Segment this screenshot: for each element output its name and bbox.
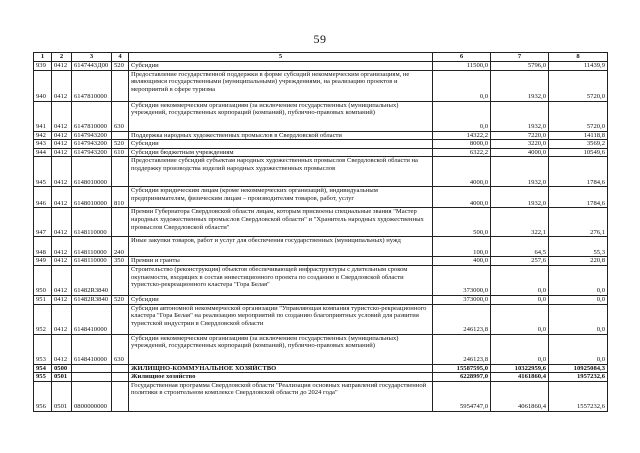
amount-col-7: 1932,0 [491,70,549,101]
amount-col-8: 1957232,6 [549,373,608,382]
amount-col-8: 10925084,3 [549,364,608,373]
table-row [34,334,608,364]
amount-col-6: 373000,0 [433,265,491,295]
target-article-code: 6147810000 [72,70,112,101]
page-number: 59 [313,32,327,46]
target-article-code: 6147443Д00 [72,62,112,71]
amount-col-6: 14322,2 [433,131,491,140]
amount-col-8: 11439,9 [549,62,608,71]
amount-col-7: 3220,0 [491,140,549,149]
row-number: 947 [34,208,52,237]
table-row [34,373,608,382]
target-article-code: 6148010000 [72,187,112,208]
row-number: 952 [34,304,52,334]
amount-col-7: 4061860,4 [491,381,549,411]
item-name: Государственная программа Свердловской области "Реализация основных направлений государственной политики в строительном комплексе Свердловской области до 2024 года" [129,381,433,411]
row-number: 950 [34,265,52,295]
amount-col-8: 1784,6 [549,157,608,187]
expense-type-code: 520 [112,140,129,149]
expense-type-code [112,208,129,237]
amount-col-7: 0,0 [491,334,549,364]
amount-col-6: 500,0 [433,208,491,237]
section-code: 0500 [52,364,72,373]
budget-table [33,52,608,412]
item-name: Субсидии бюджетным учреждениям [129,148,433,157]
table-row [34,295,608,304]
amount-col-7: 1932,0 [491,187,549,208]
amount-col-8: 3569,2 [549,140,608,149]
expense-type-code [112,304,129,334]
amount-col-7: 1932,0 [491,157,549,187]
section-code: 0412 [52,257,72,266]
expense-type-code: 350 [112,257,129,266]
expense-type-code: 240 [112,237,129,257]
amount-col-7: 0,0 [491,265,549,295]
section-code: 0412 [52,265,72,295]
amount-col-6: 246123,8 [433,334,491,364]
amount-col-8: 0,0 [549,304,608,334]
target-article-code: 6148110000 [72,237,112,257]
section-code: 0412 [52,334,72,364]
expense-type-code: 810 [112,187,129,208]
row-number: 943 [34,140,52,149]
table-row [34,62,608,71]
section-code: 0412 [52,187,72,208]
item-name: Строительство (реконструкция) объектов обеспечивающей инфраструктуры с длительным сроком окупаемости, входящих в состав инвестиционного проекта по созданию в Свердловской области туристско-рекреационного кластера "Гора Белая" [129,265,433,295]
item-name: Поддержка народных художественных промыслов в Свердловской области [129,131,433,140]
amount-col-8: 1557232,6 [549,381,608,411]
row-number: 942 [34,131,52,140]
section-code: 0501 [52,381,72,411]
amount-col-6: 6322,2 [433,148,491,157]
expense-type-code [112,265,129,295]
amount-col-8: 14118,8 [549,131,608,140]
table-row [34,265,608,295]
item-name: Субсидии некоммерческим организациям (за исключением государственных (муниципальных) учреждений, государственных корпораций (компаний), публично-правовых компаний) [129,334,433,364]
item-name: Субсидии [129,295,433,304]
section-code: 0412 [52,70,72,101]
row-number: 953 [34,334,52,364]
amount-col-7: 7220,0 [491,131,549,140]
target-article-code: 0800000000 [72,381,112,411]
item-name: Субсидия автономной некоммерческой организации "Управляющая компания туристско-рекреационного кластера "Гора Белая" на реализацию мероприятий по созданию благоприятных условий для развития туристской индустрии в Свердловской области [129,304,433,334]
table-row [34,257,608,266]
target-article-code [72,364,112,373]
item-name: Субсидии некоммерческим организациям (за исключением государственных (муниципальных) учреждений, государственных корпораций (компаний), публично-правовых компаний) [129,101,433,131]
section-code: 0412 [52,62,72,71]
amount-col-8: 55,3 [549,237,608,257]
expense-type-code: 630 [112,101,129,131]
amount-col-6: 400,0 [433,257,491,266]
amount-col-6: 0,0 [433,101,491,131]
amount-col-6: 11500,0 [433,62,491,71]
expense-type-code: 610 [112,148,129,157]
table-row [34,187,608,208]
column-header: 1 [34,53,52,62]
amount-col-6: 0,0 [433,70,491,101]
row-number: 941 [34,101,52,131]
expense-type-code [112,157,129,187]
amount-col-8: 0,0 [549,295,608,304]
section-code: 0412 [52,295,72,304]
section-code: 0412 [52,208,72,237]
amount-col-7: 4161860,4 [491,373,549,382]
amount-col-8: 5720,0 [549,101,608,131]
target-article-code [72,373,112,382]
column-header: 3 [72,53,112,62]
amount-col-7: 257,6 [491,257,549,266]
amount-col-6: 4000,0 [433,187,491,208]
table-row [34,140,608,149]
table-row [34,148,608,157]
column-header: 6 [433,53,491,62]
table-row [34,157,608,187]
item-name: Предоставление государственной поддержки в форме субсидий некоммерческим организациям, не являющимся государственными (муниципальными) учреждениями, на реализацию проектов и мероприятий в сфере туризма [129,70,433,101]
amount-col-7: 322,1 [491,208,549,237]
expense-type-code [112,70,129,101]
table-row [34,381,608,411]
target-article-code: 6147943200 [72,140,112,149]
section-code: 0412 [52,101,72,131]
row-number: 948 [34,237,52,257]
section-code: 0412 [52,304,72,334]
row-number: 946 [34,187,52,208]
target-article-code: 6147943200 [72,148,112,157]
section-code: 0412 [52,237,72,257]
target-article-code: 6148010000 [72,157,112,187]
expense-type-code [112,373,129,382]
amount-col-7: 1932,0 [491,101,549,131]
amount-col-7: 0,0 [491,304,549,334]
row-number: 945 [34,157,52,187]
table-row [34,70,608,101]
section-code: 0412 [52,157,72,187]
item-name: ЖИЛИЩНО-КОММУНАЛЬНОЕ ХОЗЯЙСТВО [129,364,433,373]
amount-col-6: 6228997,0 [433,373,491,382]
target-article-code: 6147810000 [72,101,112,131]
table-header-row [34,53,608,62]
row-number: 940 [34,70,52,101]
table-row [34,208,608,237]
row-number: 954 [34,364,52,373]
amount-col-7: 0,0 [491,295,549,304]
row-number: 951 [34,295,52,304]
amount-col-6: 373000,0 [433,295,491,304]
expense-type-code [112,364,129,373]
amount-col-8: 276,1 [549,208,608,237]
amount-col-8: 5720,0 [549,70,608,101]
amount-col-8: 220,8 [549,257,608,266]
column-header: 7 [491,53,549,62]
target-article-code: 6148110000 [72,208,112,237]
item-name: Иные закупки товаров, работ и услуг для обеспечения государственных (муниципальных) нужд [129,237,433,257]
row-number: 955 [34,373,52,382]
item-name: Предоставление субсидий субъектам народных художественных промыслов Свердловской области на поддержку производства изделий народных художественных промыслов [129,157,433,187]
table-row [34,131,608,140]
column-header: 5 [129,53,433,62]
section-code: 0501 [52,373,72,382]
item-name: Премии и гранты [129,257,433,266]
row-number: 939 [34,62,52,71]
amount-col-8: 0,0 [549,265,608,295]
amount-col-7: 64,5 [491,237,549,257]
expense-type-code: 520 [112,295,129,304]
target-article-code: 61482R3840 [72,295,112,304]
amount-col-7: 4000,0 [491,148,549,157]
amount-col-8: 0,0 [549,334,608,364]
column-header: 4 [112,53,129,62]
target-article-code: 61482R3840 [72,265,112,295]
item-name: Жилищное хозяйство [129,373,433,382]
item-name: Субсидии [129,62,433,71]
table-row [34,304,608,334]
expense-type-code [112,131,129,140]
amount-col-7: 5796,0 [491,62,549,71]
column-header: 8 [549,53,608,62]
section-code: 0412 [52,148,72,157]
amount-col-6: 4000,0 [433,157,491,187]
amount-col-6: 246123,8 [433,304,491,334]
row-number: 949 [34,257,52,266]
table-row [34,101,608,131]
item-name: Субсидии юридическим лицам (кроме некоммерческих организаций), индивидуальным предпринимателям, физическим лицам – производителям товаров, работ, услуг [129,187,433,208]
amount-col-8: 10549,6 [549,148,608,157]
table-row [34,364,608,373]
expense-type-code: 630 [112,334,129,364]
amount-col-6: 8000,0 [433,140,491,149]
target-article-code: 6147943200 [72,131,112,140]
row-number: 944 [34,148,52,157]
item-name: Премии Губернатора Свердловской области лицам, которым присвоены специальные звания "Мастер народных художественных промыслов Свердловской области" и "Хранитель народных художественных промыслов Свердловской области" [129,208,433,237]
expense-type-code: 520 [112,62,129,71]
amount-col-6: 100,0 [433,237,491,257]
table-row [34,237,608,257]
amount-col-6: 15587595,0 [433,364,491,373]
amount-col-6: 5954747,0 [433,381,491,411]
target-article-code: 6148410000 [72,334,112,364]
column-header: 2 [52,53,72,62]
section-code: 0412 [52,131,72,140]
row-number: 956 [34,381,52,411]
target-article-code: 6148110000 [72,257,112,266]
target-article-code: 6148410000 [72,304,112,334]
item-name: Субсидии [129,140,433,149]
amount-col-7: 10322959,6 [491,364,549,373]
expense-type-code [112,381,129,411]
amount-col-8: 1784,6 [549,187,608,208]
section-code: 0412 [52,140,72,149]
